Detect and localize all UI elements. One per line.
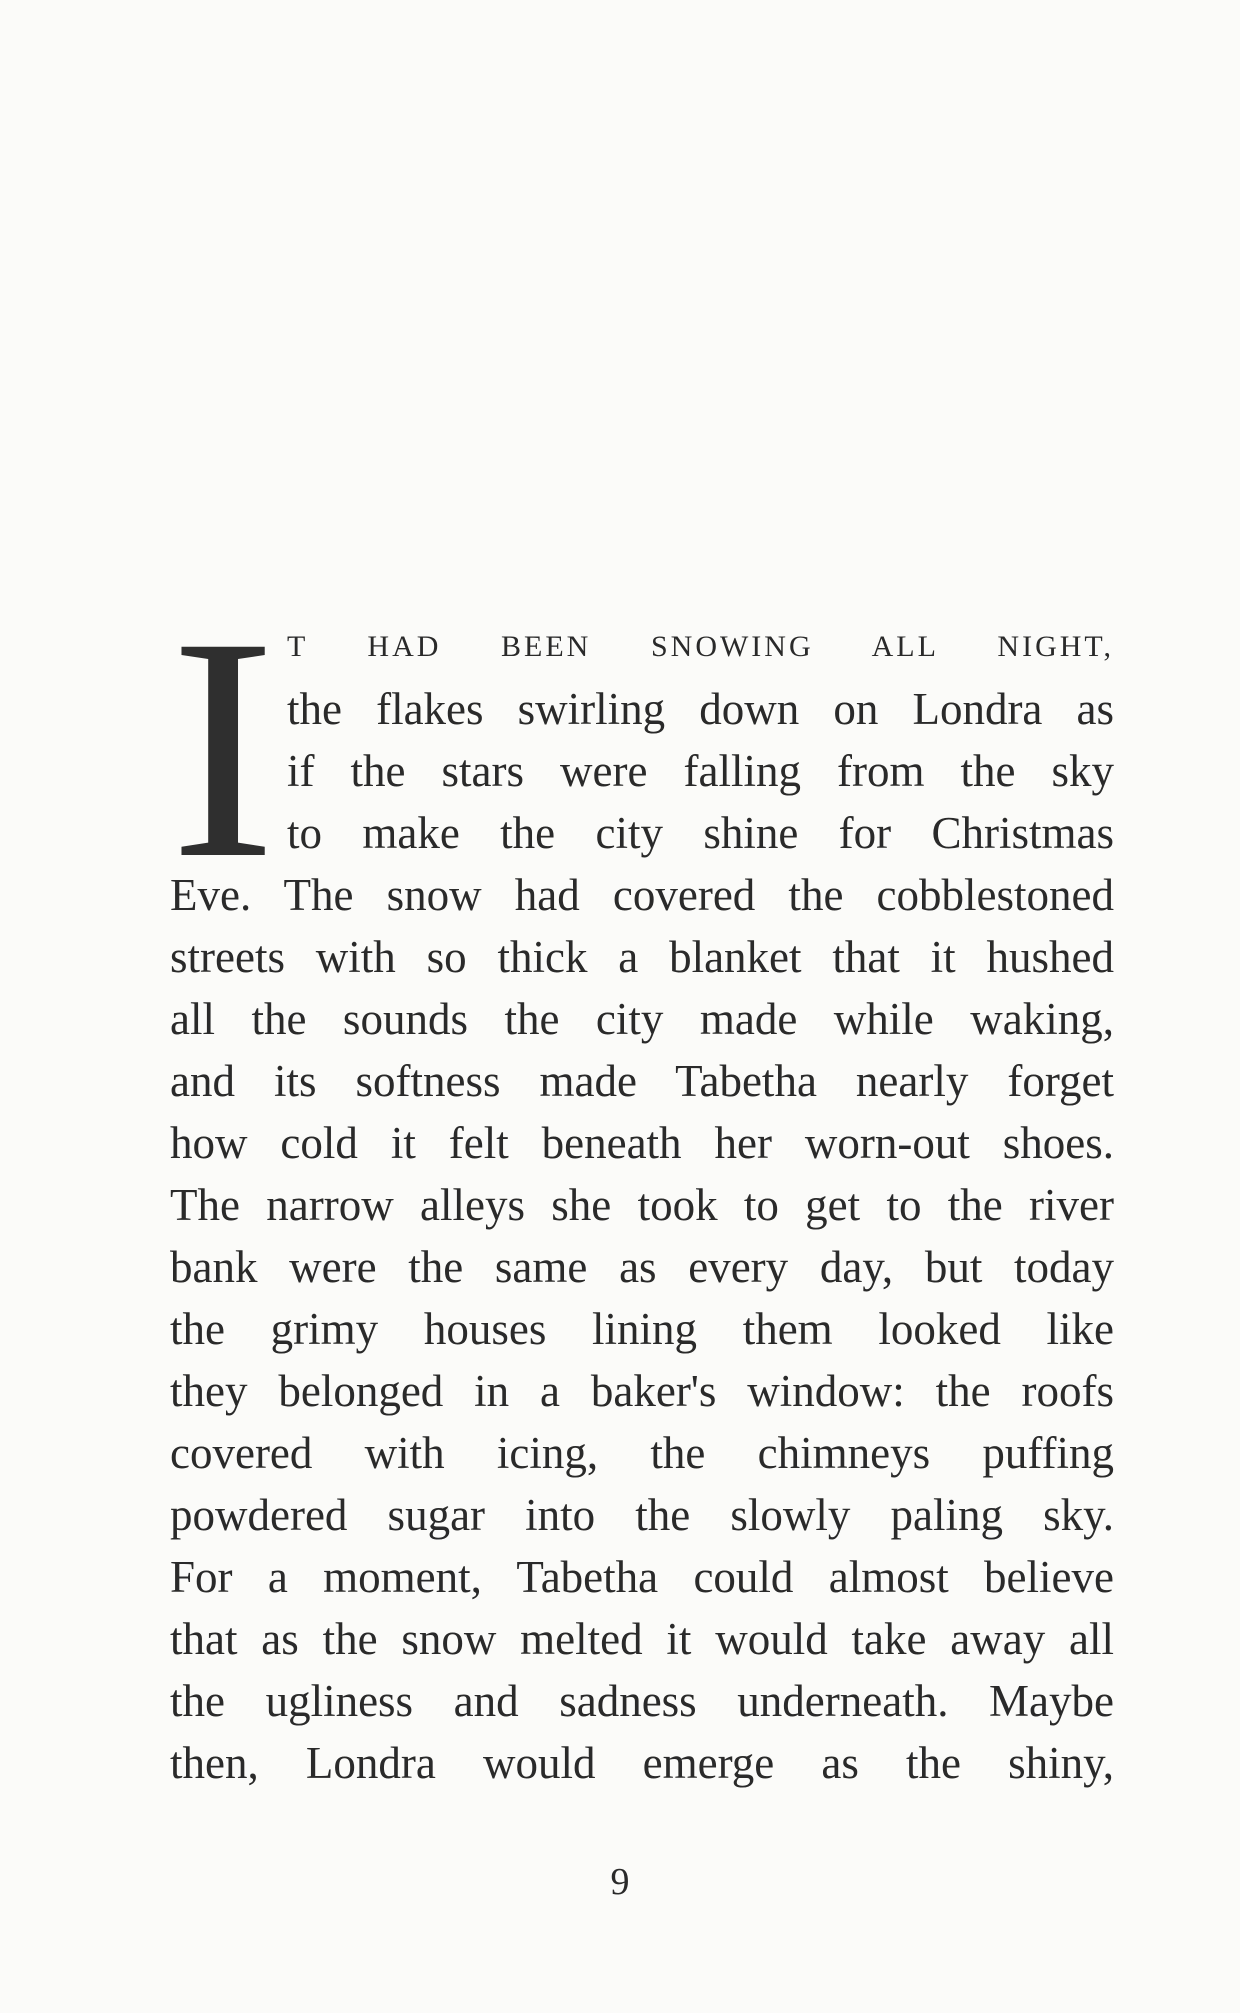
- text-line: that as the snow melted it would take away all: [170, 1614, 1114, 1664]
- text-line: how cold it felt beneath her worn-out shoes.: [170, 1118, 1114, 1168]
- text-line: the grimy houses lining them looked like: [170, 1304, 1114, 1354]
- text-line: the ugliness and sadness underneath. Maybe: [170, 1676, 1114, 1726]
- text-line: all the sounds the city made while waking,: [170, 994, 1114, 1044]
- text-line: if the stars were falling from the sky: [287, 746, 1114, 796]
- text-line: The narrow alleys she took to get to the river: [170, 1180, 1114, 1230]
- page-number: 9: [610, 1861, 630, 1903]
- text-line: covered with icing, the chimneys puffing: [170, 1428, 1114, 1478]
- text-line: Eve. The snow had covered the cobblestoned: [170, 870, 1114, 920]
- text-line: powdered sugar into the slowly paling sky.: [170, 1490, 1114, 1540]
- text-line: bank were the same as every day, but today: [170, 1242, 1114, 1292]
- text-line: For a moment, Tabetha could almost believe: [170, 1552, 1114, 1602]
- text-line: to make the city shine for Christmas: [287, 808, 1114, 858]
- text-line: then, Londra would emerge as the shiny,: [170, 1738, 1114, 1788]
- text-line: the flakes swirling down on Londra as: [287, 684, 1114, 734]
- drop-cap: I: [170, 572, 276, 924]
- text-line: they belonged in a baker's window: the roofs: [170, 1366, 1114, 1416]
- text-line: streets with so thick a blanket that it hushed: [170, 932, 1114, 982]
- text-line: T HAD BEEN SNOWING ALL NIGHT,: [287, 630, 1114, 663]
- text-line: and its softness made Tabetha nearly forget: [170, 1056, 1114, 1106]
